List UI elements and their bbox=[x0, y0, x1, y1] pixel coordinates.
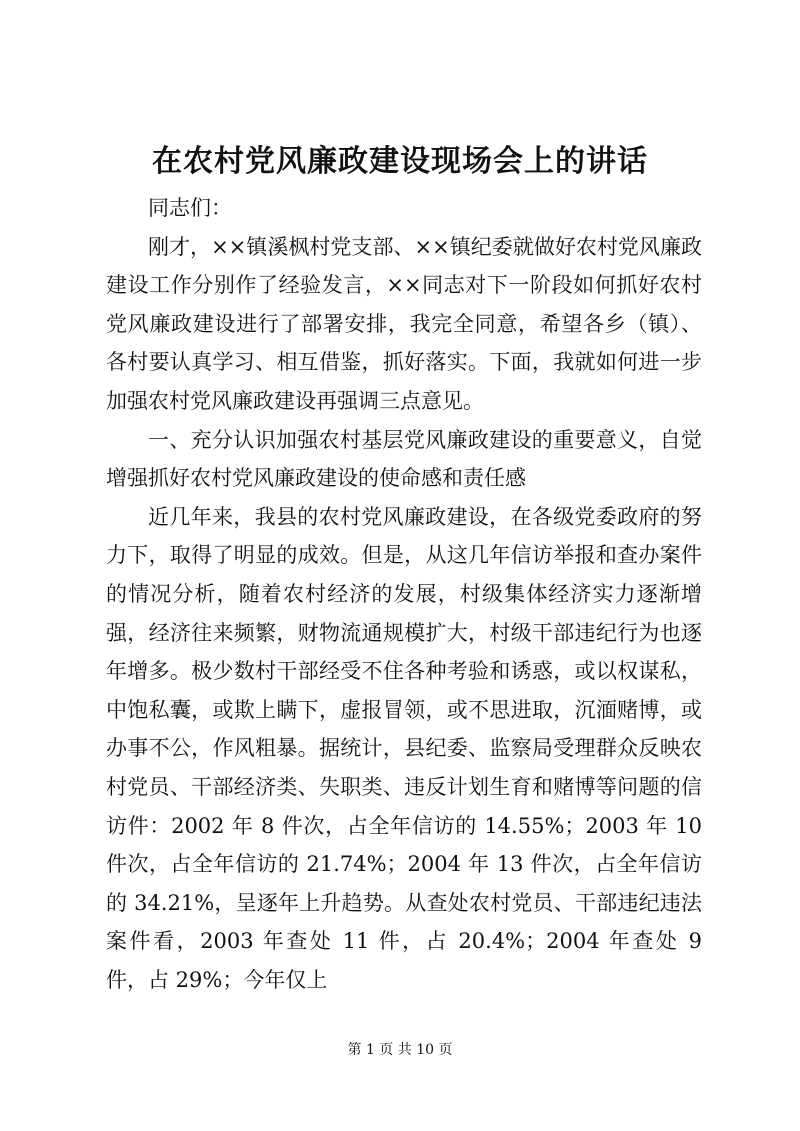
document-body bbox=[106, 189, 702, 999]
document-title: 在农村党风廉政建设现场会上的讲话 bbox=[152, 144, 648, 179]
page-footer: 第 1 页 共 10 页 bbox=[347, 1042, 453, 1058]
body-paragraph: 近几年来，我县的农村党风廉政建设，在各级党委政府的努力下，取得了明显的成效。但是，从这几年信访举报和查办案件的情况分析，随着农村经济的发展，村级集体经济实力逐渐增强，经济往来频繁，财物流通规模扩大，村级干部违纪行为也逐年增多。极少数村干部经受不住各种考验和诱惑，或以权谋私，中饱私囊，或欺上瞒下，虚报冒领，或不思进取，沉湎赌博，或办事不公，作风粗暴。据统计，县纪委、监察局受理群众反映农村党员、干部经济类、失职类、违反计划生育和赌博等问题的信访件：2002 年 8 件次，占全年信访的 14.55%；2003 年 10 件次，占全年信访的 21.74%；2004 年 13 件次，占全年信访的 34.21%，呈逐年上升趋势。从查处农村党员、干部违纪违法案件看，2003 年查处 11 件，占 20.4%；2004 年查处 9 件，占 29%；今年仅上 bbox=[106, 504, 702, 992]
body-paragraph: 刚才，××镇溪枫村党支部、××镇纪委就做好农村党风廉政建设工作分别作了经验发言，××同志对下一阶段如何抓好农村党风廉政建设进行了部署安排，我完全同意，希望各乡（镇）、各村要认真学习、相互借鉴，抓好落实。下面，我就如何进一步加强农村党风廉政建设再强调三点意见。 bbox=[106, 234, 702, 413]
salutation-paragraph: 同志们： bbox=[148, 196, 232, 220]
section-heading-paragraph: 一、充分认识加强农村基层党风廉政建设的重要意义，自觉增强抓好农村党风廉政建设的使命感和责任感 bbox=[106, 427, 702, 491]
